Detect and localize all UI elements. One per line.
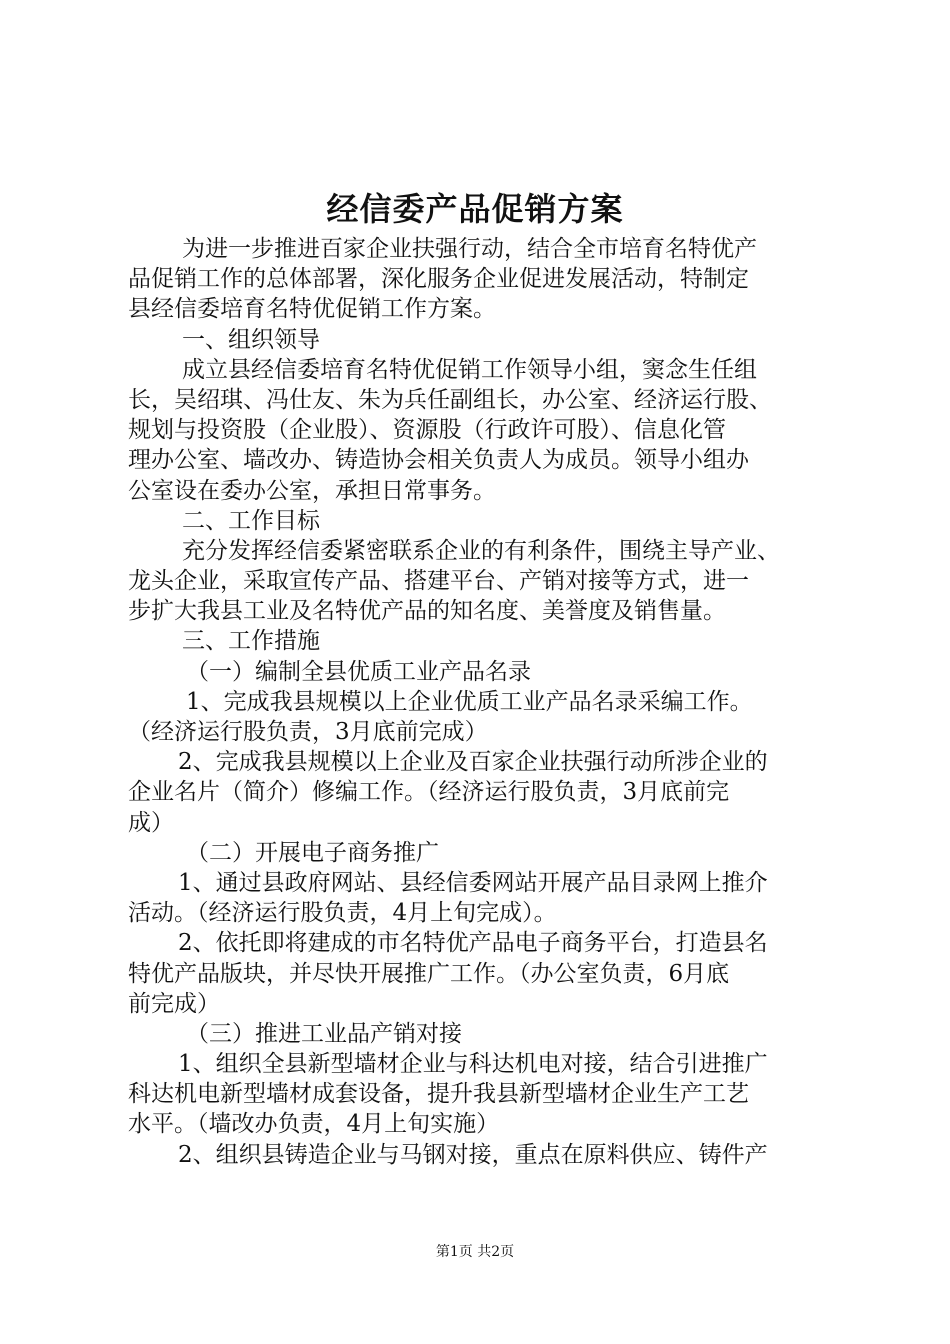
section-heading: 一、组织领导	[182, 326, 320, 353]
paragraph-line: 步扩大我县工业及名特优产品的知名度、美誉度及销售量。	[128, 598, 726, 625]
document-title: 经信委产品促销方案	[326, 190, 624, 228]
paragraph-line: 县经信委培育名特优促销工作方案。	[128, 296, 496, 323]
subsection-heading: （一）编制全县优质工业产品名录	[186, 658, 531, 685]
paragraph-line: 2、组织县铸造企业与马钢对接，重点在原料供应、铸件产	[178, 1141, 768, 1168]
paragraph-line: 科达机电新型墙材成套设备，提升我县新型墙材企业生产工艺	[128, 1081, 749, 1108]
subsection-heading: （三）推进工业品产销对接	[186, 1020, 462, 1047]
paragraph-line: 活动。（经济运行股负责，4月上旬完成）。	[128, 900, 557, 927]
paragraph-line: 1、通过县政府网站、县经信委网站开展产品目录网上推介	[178, 869, 768, 896]
paragraph-line: 品促销工作的总体部署，深化服务企业促进发展活动，特制定	[128, 266, 749, 293]
paragraph-line: （经济运行股负责，3月底前完成）	[128, 719, 488, 745]
paragraph-line: 前完成）	[128, 990, 220, 1017]
paragraph-line: 1、完成我县规模以上企业优质工业产品名录采编工作。	[186, 688, 753, 715]
subsection-heading: （二）开展电子商务推广	[186, 839, 439, 866]
paragraph-line: 理办公室、墙改办、铸造协会相关负责人为成员。领导小组办	[128, 447, 749, 474]
paragraph-line: 公室设在委办公室，承担日常事务。	[128, 477, 496, 504]
paragraph-line: 水平。（墙改办负责，4月上旬实施）	[128, 1111, 500, 1138]
paragraph-line: 成）	[128, 809, 174, 836]
paragraph-line: 2、依托即将建成的市名特优产品电子商务平台，打造县名	[178, 930, 768, 957]
paragraph-line: 1、组织全县新型墙材企业与科达机电对接，结合引进推广	[178, 1051, 768, 1078]
section-heading: 三、工作措施	[182, 628, 320, 655]
document-body	[0, 234, 950, 1170]
paragraph-line: 成立县经信委培育名特优促销工作领导小组，窦念生任组	[182, 356, 757, 383]
section-heading: 二、工作目标	[182, 507, 320, 534]
paragraph-line: 为进一步推进百家企业扶强行动，结合全市培育名特优产	[182, 236, 757, 262]
paragraph-line: 龙头企业，采取宣传产品、搭建平台、产销对接等方式，进一	[128, 568, 749, 595]
paragraph-line: 企业名片（简介）修编工作。（经济运行股负责，3月底前完	[128, 779, 730, 806]
paragraph-line: 2、完成我县规模以上企业及百家企业扶强行动所涉企业的	[178, 749, 768, 776]
paragraph-line: 长，吴绍琪、冯仕友、朱为兵任副组长，办公室、经济运行股、	[128, 386, 772, 413]
page-footer: 第1页 共2页	[435, 1244, 515, 1260]
paragraph-line: 充分发挥经信委紧密联系企业的有利条件，围绕主导产业、	[182, 537, 780, 564]
paragraph-line: 特优产品版块，并尽快开展推广工作。（办公室负责，6月底	[128, 960, 730, 987]
paragraph-line: 规划与投资股（企业股）、资源股（行政许可股）、信息化管	[128, 417, 726, 444]
